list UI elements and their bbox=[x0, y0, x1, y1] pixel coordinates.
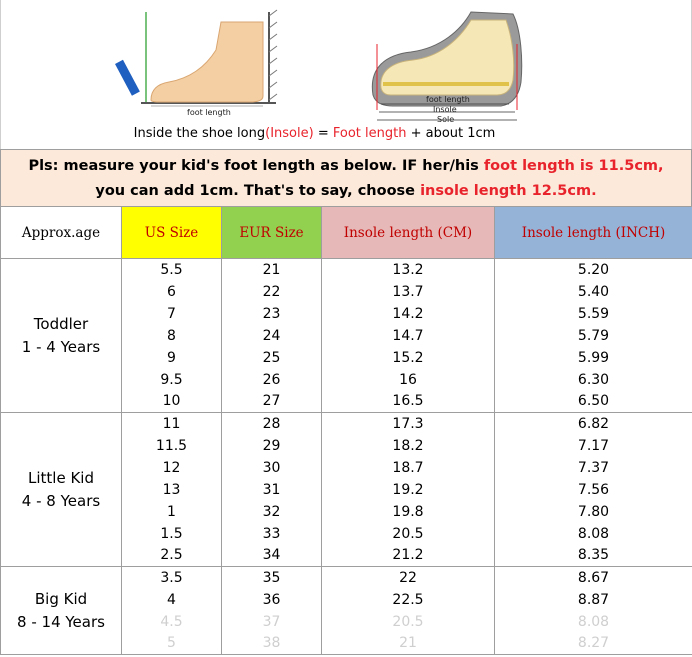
insole-cm-cell: 14.7 bbox=[322, 325, 495, 347]
eur-size-cell: 28 bbox=[222, 413, 322, 435]
insole-cm-cell: 13.7 bbox=[322, 281, 495, 303]
age-group-name: Toddler bbox=[33, 314, 89, 333]
eur-size-cell: 27 bbox=[222, 391, 322, 413]
us-size-cell: 5.5 bbox=[122, 259, 222, 281]
eur-size-cell: 30 bbox=[222, 457, 322, 479]
age-group-range: 1 - 4 Years bbox=[21, 337, 101, 356]
header-row bbox=[1, 207, 692, 259]
header-insole-inch: Insole length (INCH) bbox=[495, 207, 692, 259]
us-size-cell: 2.5 bbox=[122, 545, 222, 567]
measurement-illustration bbox=[0, 0, 692, 149]
insole-inch-cell: 7.80 bbox=[495, 501, 692, 523]
caption-insole: (Insole) bbox=[265, 126, 314, 141]
illustration-caption bbox=[1, 126, 628, 141]
table-row bbox=[1, 413, 692, 435]
us-size-cell: 12 bbox=[122, 457, 222, 479]
caption-text: Inside the shoe long bbox=[133, 126, 266, 141]
eur-size-cell: 24 bbox=[222, 325, 322, 347]
us-size-cell: 1 bbox=[122, 501, 222, 523]
table-row bbox=[1, 259, 692, 281]
header-approx-age: Approx.age bbox=[1, 207, 122, 259]
right-foot-length-label: foot length bbox=[426, 95, 470, 104]
age-group-name: Big Kid bbox=[34, 589, 88, 608]
caption-after: + about 1cm bbox=[406, 126, 496, 141]
header-eur-size: EUR Size bbox=[222, 207, 322, 259]
left-foot-length-label: foot length bbox=[187, 108, 231, 117]
eur-size-cell: 35 bbox=[222, 567, 322, 589]
insole-cm-cell: 14.2 bbox=[322, 303, 495, 325]
table-row bbox=[1, 567, 692, 589]
us-size-cell: 4.5 bbox=[122, 611, 222, 633]
insole-inch-cell: 8.35 bbox=[495, 545, 692, 567]
insole-inch-cell: 6.82 bbox=[495, 413, 692, 435]
age-group-range: 8 - 14 Years bbox=[17, 612, 105, 631]
eur-size-cell: 22 bbox=[222, 281, 322, 303]
age-group-range: 4 - 8 Years bbox=[21, 491, 101, 510]
eur-size-cell: 33 bbox=[222, 523, 322, 545]
insole-cm-cell: 20.5 bbox=[322, 611, 495, 633]
size-chart-table bbox=[0, 206, 692, 655]
insole-inch-cell: 8.27 bbox=[495, 633, 692, 655]
eur-size-cell: 36 bbox=[222, 589, 322, 611]
age-group-name: Little Kid bbox=[28, 468, 94, 487]
insole-inch-cell: 5.99 bbox=[495, 347, 692, 369]
eur-size-cell: 34 bbox=[222, 545, 322, 567]
eur-size-cell: 21 bbox=[222, 259, 322, 281]
us-size-cell: 6 bbox=[122, 281, 222, 303]
us-size-cell: 11 bbox=[122, 413, 222, 435]
notice-line-1 bbox=[1, 154, 691, 179]
insole-cm-cell: 13.2 bbox=[322, 259, 495, 281]
insole-cm-cell: 19.8 bbox=[322, 501, 495, 523]
insole-inch-cell: 8.08 bbox=[495, 523, 692, 545]
age-group-cell bbox=[1, 259, 122, 413]
insole-label: Insole bbox=[433, 105, 457, 114]
insole-inch-cell: 7.17 bbox=[495, 435, 692, 457]
insole-cm-cell: 21.2 bbox=[322, 545, 495, 567]
insole-cm-cell: 16.5 bbox=[322, 391, 495, 413]
header-insole-cm: Insole length (CM) bbox=[322, 207, 495, 259]
insole-inch-cell: 8.87 bbox=[495, 589, 692, 611]
insole-cm-cell: 18.2 bbox=[322, 435, 495, 457]
eur-size-cell: 25 bbox=[222, 347, 322, 369]
measure-notice bbox=[0, 149, 692, 207]
caption-foot-length: Foot length bbox=[332, 126, 407, 141]
insole-cm-cell: 15.2 bbox=[322, 347, 495, 369]
insole-inch-cell: 5.40 bbox=[495, 281, 692, 303]
age-group-cell bbox=[1, 413, 122, 567]
size-table-body bbox=[1, 259, 692, 655]
us-size-cell: 1.5 bbox=[122, 523, 222, 545]
insole-cm-cell: 19.2 bbox=[322, 479, 495, 501]
insole-cm-cell: 21 bbox=[322, 633, 495, 655]
insole-cm-cell: 18.7 bbox=[322, 457, 495, 479]
eur-size-cell: 31 bbox=[222, 479, 322, 501]
insole-cm-cell: 22 bbox=[322, 567, 495, 589]
sole-label: Sole bbox=[437, 115, 455, 124]
insole-inch-cell: 5.79 bbox=[495, 325, 692, 347]
eur-size-cell: 32 bbox=[222, 501, 322, 523]
us-size-cell: 10 bbox=[122, 391, 222, 413]
eur-size-cell: 29 bbox=[222, 435, 322, 457]
us-size-cell: 3.5 bbox=[122, 567, 222, 589]
us-size-cell: 9 bbox=[122, 347, 222, 369]
notice-text-2: you can add 1cm. That's to say, choose bbox=[95, 183, 421, 199]
caption-equals: = bbox=[313, 126, 333, 141]
insole-inch-cell: 5.59 bbox=[495, 303, 692, 325]
us-size-cell: 13 bbox=[122, 479, 222, 501]
notice-highlight-2: insole length 12.5cm. bbox=[420, 183, 597, 199]
notice-text-1: Pls: measure your kid's foot length as below. IF her/his bbox=[28, 158, 484, 174]
insole-cm-cell: 17.3 bbox=[322, 413, 495, 435]
age-group-cell bbox=[1, 567, 122, 655]
us-size-cell: 4 bbox=[122, 589, 222, 611]
foot-measure-figure bbox=[115, 10, 277, 106]
insole-inch-cell: 8.67 bbox=[495, 567, 692, 589]
insole-inch-cell: 6.50 bbox=[495, 391, 692, 413]
eur-size-cell: 38 bbox=[222, 633, 322, 655]
insole-inch-cell: 5.20 bbox=[495, 259, 692, 281]
us-size-cell: 8 bbox=[122, 325, 222, 347]
eur-size-cell: 23 bbox=[222, 303, 322, 325]
insole-inch-cell: 6.30 bbox=[495, 369, 692, 391]
insole-inch-cell: 7.37 bbox=[495, 457, 692, 479]
insole-inch-cell: 7.56 bbox=[495, 479, 692, 501]
insole-inch-cell: 8.08 bbox=[495, 611, 692, 633]
us-size-cell: 5 bbox=[122, 633, 222, 655]
notice-line-2 bbox=[1, 179, 691, 204]
us-size-cell: 11.5 bbox=[122, 435, 222, 457]
us-size-cell: 7 bbox=[122, 303, 222, 325]
insole-cm-cell: 16 bbox=[322, 369, 495, 391]
eur-size-cell: 37 bbox=[222, 611, 322, 633]
insole-cm-cell: 20.5 bbox=[322, 523, 495, 545]
eur-size-cell: 26 bbox=[222, 369, 322, 391]
insole-cm-cell: 22.5 bbox=[322, 589, 495, 611]
notice-highlight-1: foot length is 11.5cm, bbox=[483, 158, 664, 174]
header-us-size: US Size bbox=[122, 207, 222, 259]
us-size-cell: 9.5 bbox=[122, 369, 222, 391]
